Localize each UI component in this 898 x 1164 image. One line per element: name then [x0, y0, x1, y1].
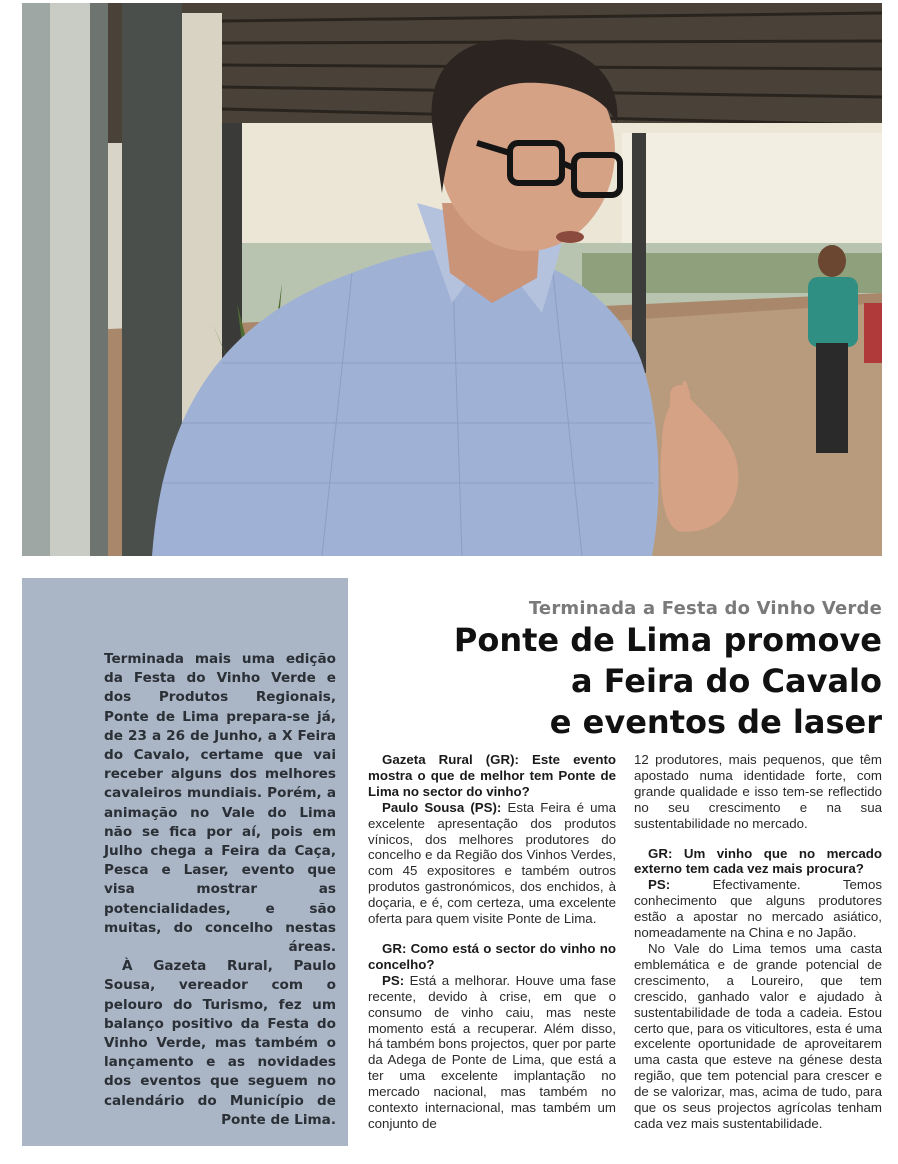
- answer-2-text: Está a melhorar. Houve uma fase recente, devido à crise, em que o consumo de vinho caiu, mas neste momento está a recuperar. Além disso, há também bons projectos, quer por parte da Adega de Ponte de Lima, que está a ter uma excelente implantação no mercado nacional, mas também no contexto internacional, mas também um conjunto de: [368, 972, 616, 1131]
- question-2: GR: Como está o sector do vinho no concelho?: [368, 940, 616, 972]
- article-photo: [22, 3, 882, 556]
- answer-1: [368, 800, 616, 927]
- answer-2-continued: 12 produtores, mais pequenos, que têm apostado numa identidade forte, com grande qualidade e isso tem-se reflectido no seu crescimento e na sua sustentabilidade no mercado.: [634, 752, 882, 831]
- lead-paragraph: Terminada mais uma edição da Festa do Vinho Verde e dos Produtos Regionais, Ponte de Lima prepara-se já, de 23 a 26 de Junho, a X Feira do Cavalo, certame que vai receber alguns dos melhores cavaleiros mundiais. Porém, a animação no Vale do Lima não se fica por aí, pois em Julho chega a Feira da Caça, Pesca e Laser, evento que visa mostrar as potencialidades, e são muitas, do concelho nestas áreas.: [104, 651, 336, 956]
- article-column-2: [634, 752, 882, 1132]
- sidebar-panel: [22, 578, 348, 1146]
- sidebar-lead: [104, 650, 336, 1130]
- answer-3-text: Efectivamente. Temos conhecimento que alguns produtores estão a apostar no mercado asiático, nomeadamente na China e no Japão.: [634, 877, 882, 941]
- answer-2: [368, 973, 616, 1132]
- question-3: GR: Um vinho que no mercado externo tem cada vez mais procura?: [634, 845, 882, 877]
- answer-1-text: Esta Feira é uma excelente apresentação dos produtos vínicos, dos melhores produtores do concelho e da Região dos Vinhos Verdes, com 45 expositores e também outros produtos gastronómicos, dos enchidos, à doçaria, e é, com certeza, uma excelente oferta para quem visite Ponte de Lima.: [368, 799, 616, 927]
- answer-1-speaker: Paulo Sousa (PS):: [382, 799, 502, 815]
- headline-line-3: e eventos de laser: [549, 703, 882, 741]
- answer-3: [634, 877, 882, 941]
- answer-2-speaker: PS:: [382, 972, 405, 988]
- article-column-1: [368, 752, 616, 1132]
- headline-line-1: Ponte de Lima promove: [453, 621, 882, 659]
- answer-3-speaker: PS:: [648, 877, 671, 893]
- article-kicker: Terminada a Festa do Vinho Verde: [528, 598, 882, 619]
- headline-line-2: a Feira do Cavalo: [571, 662, 882, 700]
- answer-3-paragraph-2: No Vale do Lima temos uma casta emblemática e de grande potencial de crescimento, a Loureiro, que tem crescido, ganhado valor e ajudado à sustentabilidade de toda a cadeia. Estou certo que, para os viticultores, esta é uma excelente oportunidade de aproveitarem uma casta que esteve na génese desta região, que tem potencial para crescer e de se valorizar, mas, acima de tudo, para que os seus projectos agrícolas tenham cada vez mais sustentabilidade.: [634, 940, 882, 1131]
- portrait-photo-icon: [22, 3, 882, 556]
- question-1: Gazeta Rural (GR): Este evento mostra o que de melhor tem Ponte de Lima no sector do vinho?: [368, 752, 616, 799]
- lead-second-paragraph: À Gazeta Rural, Paulo Sousa, vereador com o pelouro do Turismo, fez um balanço positivo da Festa do Vinho Verde, mas também o lançamento e as novidades dos eventos que seguem no calendário do Município de Ponte de Lima.: [104, 958, 336, 1128]
- article-headline: [380, 620, 882, 743]
